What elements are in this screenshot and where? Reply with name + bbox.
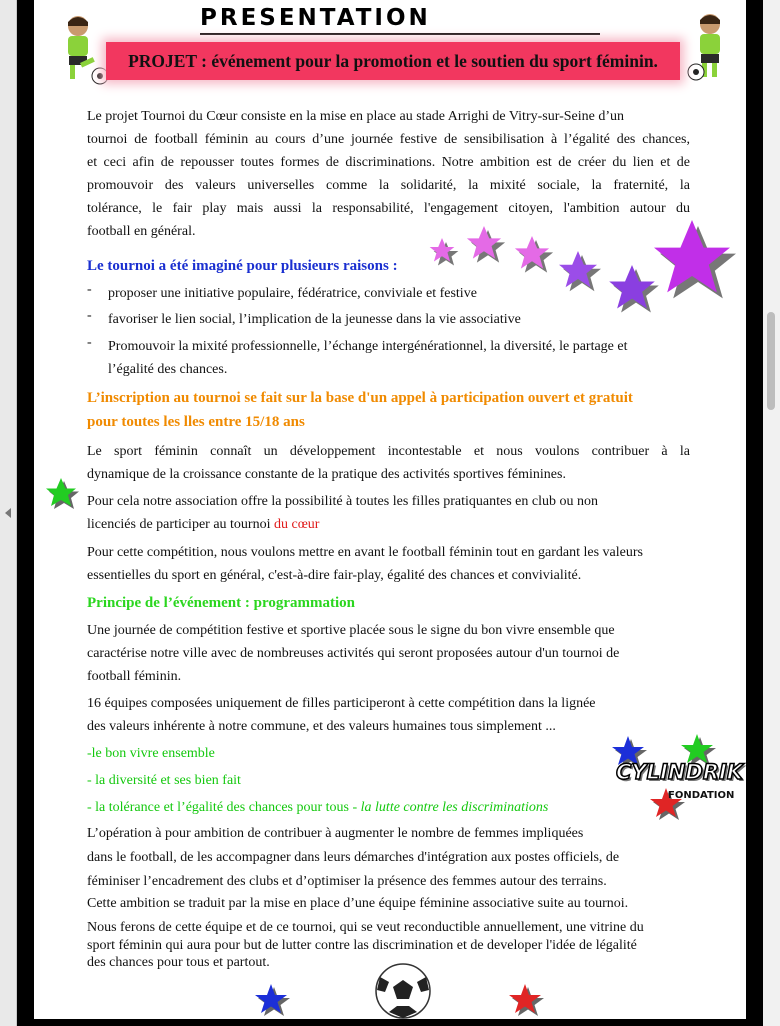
paragraph-line: Cette ambition se traduit par la mise en place d’une équipe féminine associative suite au tournoi.: [87, 896, 629, 911]
value-item: -le bon vivre ensemble: [87, 746, 215, 761]
left-border: [17, 0, 34, 1026]
paragraph-line: féminiser l’encadrement des clubs et d’optimiser la présence des femmes autour des terrains.: [87, 874, 607, 889]
section-heading: Le tournoi a été imaginé pour plusieurs raisons :: [87, 258, 398, 274]
document-page: [34, 0, 746, 1020]
paragraph-line: Pour cette compétition, nous voulons mettre en avant le football féminin tout en gardant les valeurs: [87, 545, 643, 560]
bullet-item: favoriser le lien social, l’implication de la jeunesse dans la vie associative: [108, 312, 521, 327]
value-italic-text: la lutte contre les discriminations: [360, 800, 549, 815]
paragraph-line: des valeurs inhérente à notre commune, et des valeurs humaines tous simplement ...: [87, 719, 556, 734]
paragraph-line: essentielles du sport en général, c'est-à-dire fair-play, égalité des chances et convivialité.: [87, 568, 582, 583]
soccer-player-icon: [58, 14, 112, 86]
paragraph-line: caractérise notre ville avec de nombreuses activités qui seront proposées autour d'un tournoi de: [87, 646, 620, 661]
paragraph-line: dans le football, de les accompagner dans leurs démarches d'intégration aux postes officiels, de: [87, 850, 620, 865]
paragraph-line: L’opération à pour ambition de contribuer à augmenter le nombre de femmes impliquées: [87, 826, 584, 841]
bullet-dash: -: [87, 282, 92, 297]
section-heading: pour toutes les lles entre 15/18 ans: [87, 414, 305, 430]
bullet-item-cont: l’égalité des chances.: [108, 362, 228, 377]
value-item: - la diversité et ses bien fait: [87, 773, 241, 788]
red-highlight-text: du cœur: [273, 517, 320, 532]
intro-line: tolérance, le fair play mais aussi la responsabilité, l'engagement citoyen, l'ambition autour du: [87, 201, 690, 216]
page-bottom-border: [34, 1019, 746, 1026]
project-banner-text: PROJET : événement pour la promotion et le soutien du sport féminin.: [128, 51, 658, 71]
paragraph-line: 16 équipes composées uniquement de filles participeront à cette compétition dans la lignée: [87, 696, 596, 711]
intro-line: et ceci afin de repousser toutes formes de discriminations. Notre ambition est de créer du lien et de: [87, 155, 690, 170]
intro-line: tournoi de football féminin au cours d’une journée festive de sensibilisation à l’égalité des chances,: [87, 132, 690, 147]
paragraph-line: Pour cela notre association offre la possibilité à toutes les filles pratiquantes en club ou non: [87, 494, 598, 509]
paragraph-line: Une journée de compétition festive et sportive placée sous le signe du bon vivre ensemble que: [87, 623, 615, 638]
paragraph-line: football féminin.: [87, 669, 182, 684]
bullet-dash: -: [87, 335, 92, 350]
bottom-decorations-icon: [249, 962, 549, 1020]
intro-line: football en général.: [87, 224, 196, 239]
value-text: - la tolérance et l’égalité des chances pour tous -: [87, 800, 361, 815]
bullet-item: Promouvoir la mixité professionnelle, l’échange intergénérationnel, la diversité, le partage et: [108, 339, 628, 354]
section-heading: Principe de l’événement : programmation: [87, 595, 356, 611]
value-item: [87, 796, 548, 819]
paragraph-line: des chances pour tous et partout.: [87, 955, 270, 970]
logo-name: CYLINDRIK: [616, 760, 744, 784]
paragraph-line: Le sport féminin connaît un développement incontestable et nous voulons contribuer à la: [87, 444, 690, 459]
star-icon: [38, 474, 82, 514]
section-heading: L’inscription au tournoi se fait sur la base d'un appel à participation ouvert et gratuit: [87, 390, 633, 406]
intro-line: Le projet Tournoi du Cœur consiste en la mise en place au stade Arrighi de Vitry-sur-Seine d’un: [87, 109, 625, 124]
left-gutter: [0, 0, 17, 1026]
project-banner: [106, 42, 680, 80]
bullet-dash: -: [87, 308, 92, 323]
vertical-scrollbar[interactable]: [763, 0, 780, 1026]
logo-subtitle: FONDATION: [668, 790, 735, 801]
intro-line: promouvoir des valeurs universelles comme la solidarité, la mixité sociale, la fraternité, la: [87, 178, 690, 193]
right-border: [746, 0, 763, 1026]
collapse-arrow-icon[interactable]: [5, 508, 11, 518]
title-underline: [200, 33, 600, 35]
paragraph-line: [87, 513, 319, 536]
bullet-item: proposer une initiative populaire, fédératrice, conviviale et festive: [108, 286, 477, 301]
soccer-player-icon: [684, 12, 738, 84]
paragraph-line: Nous ferons de cette équipe et de ce tournoi, qui se veut reconductible annuellement, une vitrine du: [87, 920, 644, 935]
paragraph-text: licenciés de participer au tournoi: [87, 517, 274, 532]
paragraph-line: dynamique de la croissance constante de la pratique des activités sportives féminines.: [87, 467, 566, 482]
paragraph-line: sport féminin qui aura pour but de lutter contre las discrimination et de developer l'idée de légalité: [87, 938, 637, 953]
scrollbar-thumb[interactable]: [767, 312, 775, 410]
page-title: PRESENTATION: [200, 5, 431, 31]
